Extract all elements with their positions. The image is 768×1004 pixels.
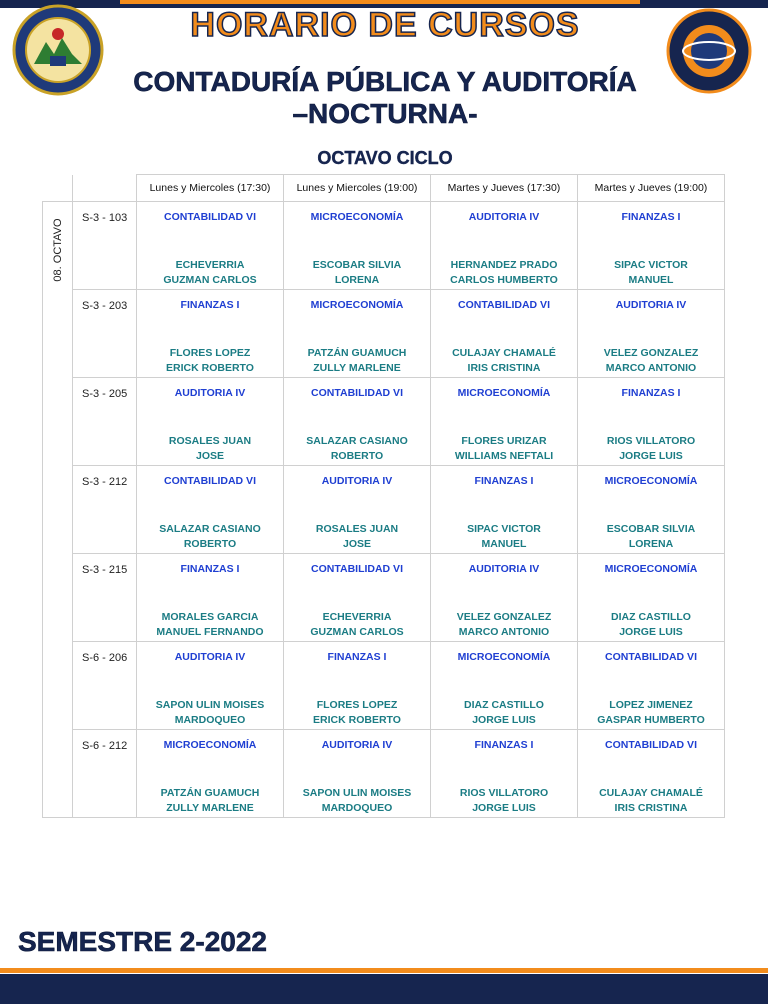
professor-name: DIAZ CASTILLO JORGE LUIS: [464, 699, 544, 726]
course-name: AUDITORIA IV: [468, 211, 540, 223]
course-name: AUDITORIA IV: [321, 475, 393, 487]
schedule-slot: [431, 554, 578, 642]
schedule-slot: [578, 554, 725, 642]
schedule-slot: [137, 290, 284, 378]
university-seal-icon: [12, 4, 104, 96]
table-row: [43, 202, 725, 290]
professor-name: SIPAC VICTOR MANUEL: [614, 259, 688, 286]
table-row: [43, 730, 725, 818]
course-name: AUDITORIA IV: [174, 387, 246, 399]
course-name: AUDITORIA IV: [321, 739, 393, 751]
room-cell: S-3 - 212: [73, 466, 137, 554]
room-cell: S-6 - 206: [73, 642, 137, 730]
room-cell: S-3 - 215: [73, 554, 137, 642]
course-name: MICROECONOMÍA: [310, 299, 404, 311]
bottom-banner-accent: [0, 968, 768, 973]
schedule-slot: [137, 202, 284, 290]
schedule-slot: [578, 378, 725, 466]
course-name: AUDITORIA IV: [615, 299, 687, 311]
course-name: FINANZAS I: [474, 739, 534, 751]
professor-name: HERNANDEZ PRADO CARLOS HUMBERTO: [450, 259, 558, 286]
top-banner-accent: [120, 0, 640, 4]
table-row: [43, 466, 725, 554]
career-modality: –NOCTURNA-: [292, 98, 478, 129]
schedule-slot: [431, 290, 578, 378]
professor-name: SAPON ULIN MOISES MARDOQUEO: [155, 699, 265, 726]
professor-name: SALAZAR CASIANO ROBERTO: [159, 523, 261, 550]
course-name: MICROECONOMÍA: [457, 387, 551, 399]
professor-name: LOPEZ JIMENEZ GASPAR HUMBERTO: [597, 699, 705, 726]
schedule-slot: [137, 378, 284, 466]
semester-label: SEMESTRE 2-2022: [18, 926, 267, 957]
professor-name: ROSALES JUAN JOSE: [315, 523, 399, 550]
schedule-slot: [578, 466, 725, 554]
professor-name: PATZÁN GUAMUCH ZULLY MARLENE: [160, 787, 260, 814]
schedule-table: [42, 174, 725, 818]
table-row: [43, 554, 725, 642]
schedule-slot: [578, 730, 725, 818]
schedule-slot: [431, 378, 578, 466]
schedule-slot: [284, 554, 431, 642]
professor-name: ESCOBAR SILVIA LORENA: [312, 259, 402, 286]
schedule-slot: [284, 290, 431, 378]
professor-name: RIOS VILLATORO JORGE LUIS: [606, 435, 696, 462]
professor-name: CULAJAY CHAMALÉ IRIS CRISTINA: [599, 787, 703, 814]
schedule-slot: [578, 642, 725, 730]
professor-name: RIOS VILLATORO JORGE LUIS: [459, 787, 549, 814]
course-name: MICROECONOMÍA: [457, 651, 551, 663]
course-name: CONTABILIDAD VI: [458, 299, 550, 311]
course-name: MICROECONOMÍA: [310, 211, 404, 223]
professor-name: SIPAC VICTOR MANUEL: [467, 523, 541, 550]
professor-name: VELEZ GONZALEZ MARCO ANTONIO: [456, 611, 552, 638]
faculty-emblem-icon: [666, 8, 752, 94]
course-name: AUDITORIA IV: [468, 563, 540, 575]
professor-name: PATZÁN GUAMUCH ZULLY MARLENE: [307, 347, 407, 374]
bottom-banner: [0, 974, 768, 1004]
cycle-cell: [43, 202, 73, 818]
room-cell: S-3 - 203: [73, 290, 137, 378]
schedule-slot: [137, 642, 284, 730]
cycle-label: 08. OCTAVO: [52, 218, 64, 282]
table-row: [43, 290, 725, 378]
cycle-title: OCTAVO CICLO: [317, 148, 453, 168]
professor-name: FLORES LOPEZ ERICK ROBERTO: [166, 347, 254, 374]
course-name: FINANZAS I: [180, 299, 240, 311]
schedule-slot: [284, 378, 431, 466]
header-row: [43, 175, 725, 202]
schedule-slot: [284, 730, 431, 818]
schedule-slot: [137, 554, 284, 642]
column-header: Martes y Jueves (17:30): [431, 175, 578, 202]
room-cell: S-3 - 205: [73, 378, 137, 466]
professor-name: CULAJAY CHAMALÉ IRIS CRISTINA: [452, 347, 556, 374]
schedule-slot: [284, 466, 431, 554]
schedule-slot: [431, 202, 578, 290]
course-name: CONTABILIDAD VI: [311, 563, 403, 575]
professor-name: ROSALES JUAN JOSE: [168, 435, 252, 462]
schedule-slot: [431, 642, 578, 730]
course-name: CONTABILIDAD VI: [605, 739, 697, 751]
header-blank: [43, 175, 73, 202]
column-header: Lunes y Miercoles (19:00): [284, 175, 431, 202]
schedule-slot: [578, 202, 725, 290]
course-name: MICROECONOMÍA: [163, 739, 257, 751]
professor-name: FLORES URIZAR WILLIAMS NEFTALI: [454, 435, 554, 462]
course-name: AUDITORIA IV: [174, 651, 246, 663]
career-title: [100, 66, 670, 130]
professor-name: ECHEVERRIA GUZMAN CARLOS: [310, 611, 404, 638]
schedule-slot: [431, 730, 578, 818]
professor-name: SAPON ULIN MOISES MARDOQUEO: [302, 787, 412, 814]
career-name: CONTADURÍA PÚBLICA Y AUDITORÍA: [133, 66, 637, 97]
professor-name: ESCOBAR SILVIA LORENA: [606, 523, 696, 550]
course-name: FINANZAS I: [180, 563, 240, 575]
course-name: FINANZAS I: [474, 475, 534, 487]
professor-name: SALAZAR CASIANO ROBERTO: [306, 435, 408, 462]
professor-name: FLORES LOPEZ ERICK ROBERTO: [313, 699, 401, 726]
course-name: MICROECONOMÍA: [604, 563, 698, 575]
column-header: Martes y Jueves (19:00): [578, 175, 725, 202]
schedule-slot: [284, 642, 431, 730]
professor-name: ECHEVERRIA GUZMAN CARLOS: [163, 259, 257, 286]
course-name: CONTABILIDAD VI: [605, 651, 697, 663]
course-name: FINANZAS I: [327, 651, 387, 663]
header-blank: [73, 175, 137, 202]
course-name: FINANZAS I: [621, 387, 681, 399]
table-row: [43, 378, 725, 466]
schedule-slot: [137, 466, 284, 554]
professor-name: DIAZ CASTILLO JORGE LUIS: [611, 611, 691, 638]
schedule-slot: [431, 466, 578, 554]
course-name: CONTABILIDAD VI: [164, 475, 256, 487]
course-name: FINANZAS I: [621, 211, 681, 223]
schedule-slot: [578, 290, 725, 378]
column-header: Lunes y Miercoles (17:30): [137, 175, 284, 202]
course-name: CONTABILIDAD VI: [311, 387, 403, 399]
page-title: HORARIO DE CURSOS: [190, 6, 580, 44]
room-cell: S-3 - 103: [73, 202, 137, 290]
schedule-slot: [284, 202, 431, 290]
schedule-slot: [137, 730, 284, 818]
table-row: [43, 642, 725, 730]
room-cell: S-6 - 212: [73, 730, 137, 818]
course-name: CONTABILIDAD VI: [164, 211, 256, 223]
course-name: MICROECONOMÍA: [604, 475, 698, 487]
professor-name: VELEZ GONZALEZ MARCO ANTONIO: [603, 347, 699, 374]
professor-name: MORALES GARCIA MANUEL FERNANDO: [156, 611, 264, 638]
